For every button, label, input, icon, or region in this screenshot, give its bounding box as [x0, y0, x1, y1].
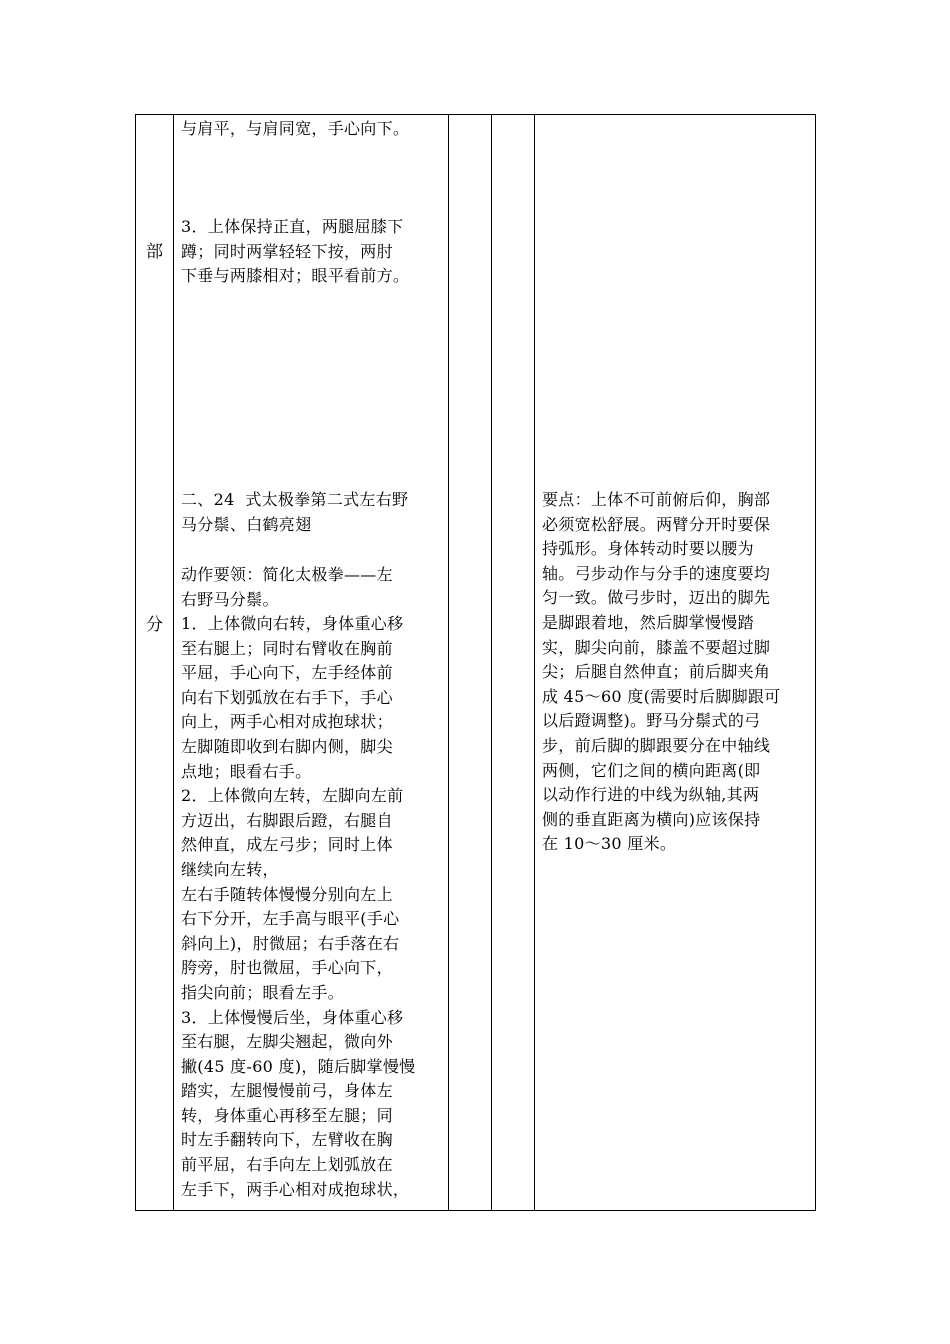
column-divider	[448, 115, 449, 1210]
instruction-line: 与肩平，与肩同宽，手心向下。	[181, 119, 410, 138]
column-divider	[491, 115, 492, 1210]
side-label-bottom: 分	[146, 615, 163, 635]
movement-steps: 1．上体微向右转，身体重心移 至右腿上；同时右臂收在胸前 平屈，手心向下，左手经体前 向右下划弧放在右手下，手心 向上，两手心相对成抱球状； 左脚随即收到右脚内侧，脚尖 点地；眼看右手。 2．上体微向左转，左脚向左前 方迈出，右脚跟后蹬，右腿自 然伸直，成左弓步；同时上体 继续向左转， 左右手随转体慢慢分别向左上 右下分开，左手高与眼平(手心 斜向上)，肘微屈；右手落在右 胯旁，肘也微屈，手心向下， 指尖向前；眼看左手。 3．上体慢慢后坐，身体重心移 至右腿，左脚尖翘起，微向外 撇(45 度-60 度)，随后脚掌慢慢 踏实，左腿慢慢前弓，身体左 转，身体重心再移至左腿；同 时左手翻转向下，左臂收在胸 前平屈，右手向左上划弧放在 左手下，两手心相对成抱球状，	[181, 614, 416, 1199]
key-points-note: 要点：上体不可前俯后仰，胸部 必须宽松舒展。两臂分开时要保 持弧形。身体转动时要以腰为 轴。弓步动作与分手的速度要均 匀一致。做弓步时，迈出的脚先 是脚跟着地，然后脚掌慢慢踏 实，脚尖向前，膝盖不要超过脚 尖；后腿自然伸直；前后脚夹角 成 45～60 度(需要时后脚脚跟可 以后蹬调整)。野马分鬃式的弓 步，前后脚的脚跟要分在中轴线 两侧，它们之间的横向距离(即 以动作行进的中线为纵轴,其两 侧的垂直距离为横向)应该保持 在 10～30 厘米。	[542, 490, 781, 854]
essentials-heading: 动作要领：简化太极拳——左 右野马分鬃。	[181, 565, 393, 609]
side-label-top: 部	[146, 242, 163, 262]
lesson-table	[135, 114, 816, 1211]
instruction-step-3: 3．上体保持正直，两腿屈膝下 蹲；同时两掌轻轻下按，两肘 下垂与两膝相对；眼平看前方。	[181, 217, 410, 286]
column-divider	[534, 115, 535, 1210]
column-divider	[173, 115, 174, 1210]
section-title: 二、24 式太极拳第二式左右野 马分鬃、白鹤亮翅	[181, 490, 409, 534]
